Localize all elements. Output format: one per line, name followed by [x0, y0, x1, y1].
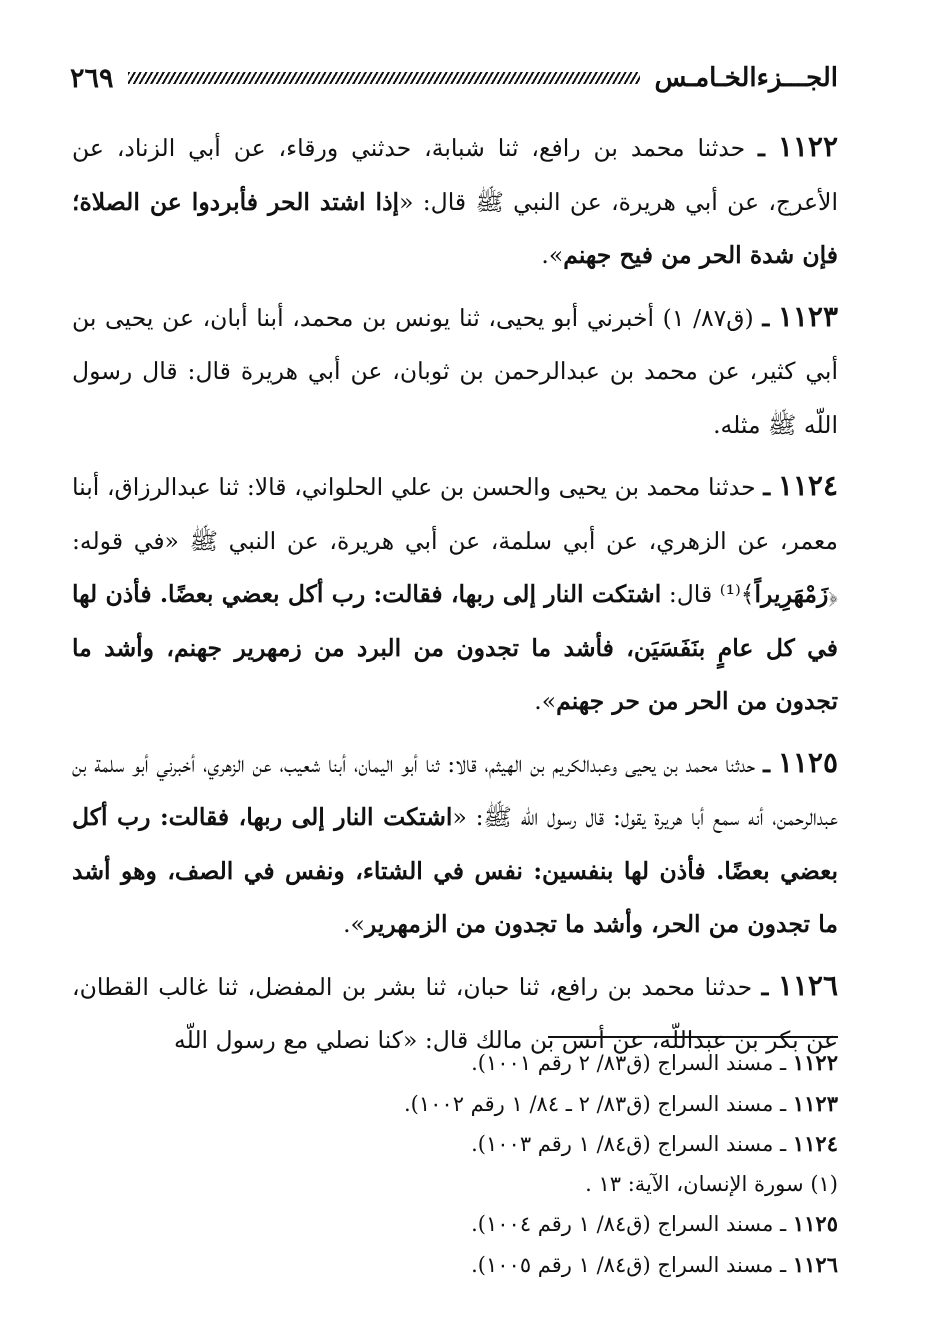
hadith-1124	[72, 459, 838, 729]
hadith-matn: إذا اشتد الحر فأبردوا عن الصلاة؛ فإن شدة الحر من فيح جهنم	[72, 187, 838, 269]
hadith-number: ١١٢٢	[777, 130, 838, 163]
footnote-number: ١١٢٢	[792, 1050, 838, 1075]
footnote-number: ١١٢٤	[792, 1131, 838, 1156]
hadith-dash: ـ	[763, 749, 771, 778]
hadith-dash: ـ	[763, 473, 771, 501]
quran-word: زَمْهَرِيراً	[754, 580, 829, 608]
page-body	[72, 120, 838, 1075]
footnote-number: ١١٢٣	[792, 1090, 838, 1116]
hadith-matn: اشتكت النار إلى ربها، فقالت: رب أكل بعضي بعضًا. فأذن لها في كل عامٍ بنَفَسَيَن، فأشد ما تجدون من البرد من زمهرير جهنم، وأشد ما تجدون من الحر من حر جهنم	[72, 580, 838, 715]
footnote-text: سورة الإنسان، الآية: ١٣ .	[585, 1171, 804, 1196]
header-decorative-rule	[128, 72, 641, 84]
hadith-1123	[72, 290, 838, 453]
footnote	[72, 1245, 838, 1286]
footnote-divider	[548, 1036, 838, 1038]
footnote	[72, 1084, 838, 1125]
hadith-text: حدثنا محمد بن رافع، ثنا شبابة، حدثني ورقاء، عن أبي الزناد، عن الأعرج، عن أبي هريرة، عن النبي ﷺ قال: «	[72, 134, 838, 216]
footnote-number: (١)	[810, 1171, 838, 1196]
hadith-text: (ق٨٧/ ١) أخبرني أبو يحيى، ثنا يونس بن محمد، أبنا أبان، عن يحيى بن أبي كثير، عن محمد بن عبدالرحمن بن ثوبان، عن أبي هريرة قال: قال رسول اللّه ﷺ مثله.	[72, 303, 838, 439]
footnote	[72, 1165, 838, 1205]
hadith-number: ١١٢٥	[777, 745, 838, 779]
hadith-text: حدثنا محمد بن يحيى والحسن بن علي الحلواني، قالا: ثنا عبدالرزاق، أبنا معمر، عن الزهري، عن أبي سلمة، عن أبي هريرة، عن النبي ﷺ «في قوله: ﴿	[72, 473, 838, 608]
hadith-text: حدثنا محمد بن رافع، ثنا حبان، ثنا بشر بن المفضل، ثنا غالب القطان، عن بكر بن عبداللّه، عن أنس بن مالك قال: «كنا نصلي مع رسول اللّه	[72, 972, 838, 1054]
hadith-matn: اشتكت النار إلى ربها، فقالت: رب أكل بعضي بعضًا. فأذن لها بنفسين: نفس في الشتاء، ونفس في الصف، وهو أشد ما تجدون من الحر، وأشد ما تجدون من الزمهرير	[72, 803, 838, 938]
footnote-text: ـ مسند السراج (ق٨٤/ ١ رقم ١٠٠٣).	[471, 1132, 787, 1156]
hadith-dash: ـ	[762, 303, 770, 332]
hadith-number: ١١٢٣	[777, 299, 838, 333]
footnote	[72, 1204, 838, 1245]
page-number: ٢٦٩	[70, 62, 114, 94]
hadith-1125	[72, 736, 838, 952]
footnote	[72, 1043, 838, 1084]
quran-bracket-close: ﴾⁽¹⁾	[712, 580, 755, 608]
part-title: الجـــزءالخـامـس	[654, 63, 838, 93]
footnote-number: ١١٢٥	[792, 1211, 838, 1236]
hadith-1122	[72, 120, 838, 283]
footnote	[72, 1124, 838, 1165]
hadith-text-tail: قال:	[661, 580, 713, 608]
hadith-text: حدثنا محمد بن يحيى وعبدالكريم بن الهيثم، قالا: ثنا أبو اليمان، أبنا شعيب، عن الزهري، أخبرني أبو سلمة بن عبدالرحمن، أنه سمع أبا هريرة يقول: قال رسول اللّه ﷺ: «	[72, 749, 838, 831]
footnote-number: ١١٢٦	[792, 1251, 838, 1277]
hadith-closing: ».	[541, 241, 564, 269]
hadith-closing: ».	[343, 910, 365, 938]
footnotes	[72, 1043, 838, 1285]
page-header	[70, 58, 838, 98]
hadith-dash: ـ	[758, 134, 765, 162]
footnote-text: ـ مسند السراج (ق٨٣/ ٢ ـ ٨٤/ ١ رقم ١٠٠٢).	[403, 1091, 787, 1116]
hadith-number: ١١٢٤	[777, 469, 838, 502]
hadith-dash: ـ	[761, 972, 769, 1001]
footnote-text: ـ مسند السراج (ق٨٣/ ٢ رقم ١٠٠١).	[471, 1051, 787, 1075]
footnote-text: ـ مسند السراج (ق٨٤/ ١ رقم ١٠٠٤).	[471, 1212, 787, 1236]
hadith-closing: ».	[534, 687, 557, 715]
hadith-number: ١١٢٦	[777, 968, 838, 1002]
footnote-text: ـ مسند السراج (ق٨٤/ ١ رقم ١٠٠٥).	[471, 1252, 787, 1277]
